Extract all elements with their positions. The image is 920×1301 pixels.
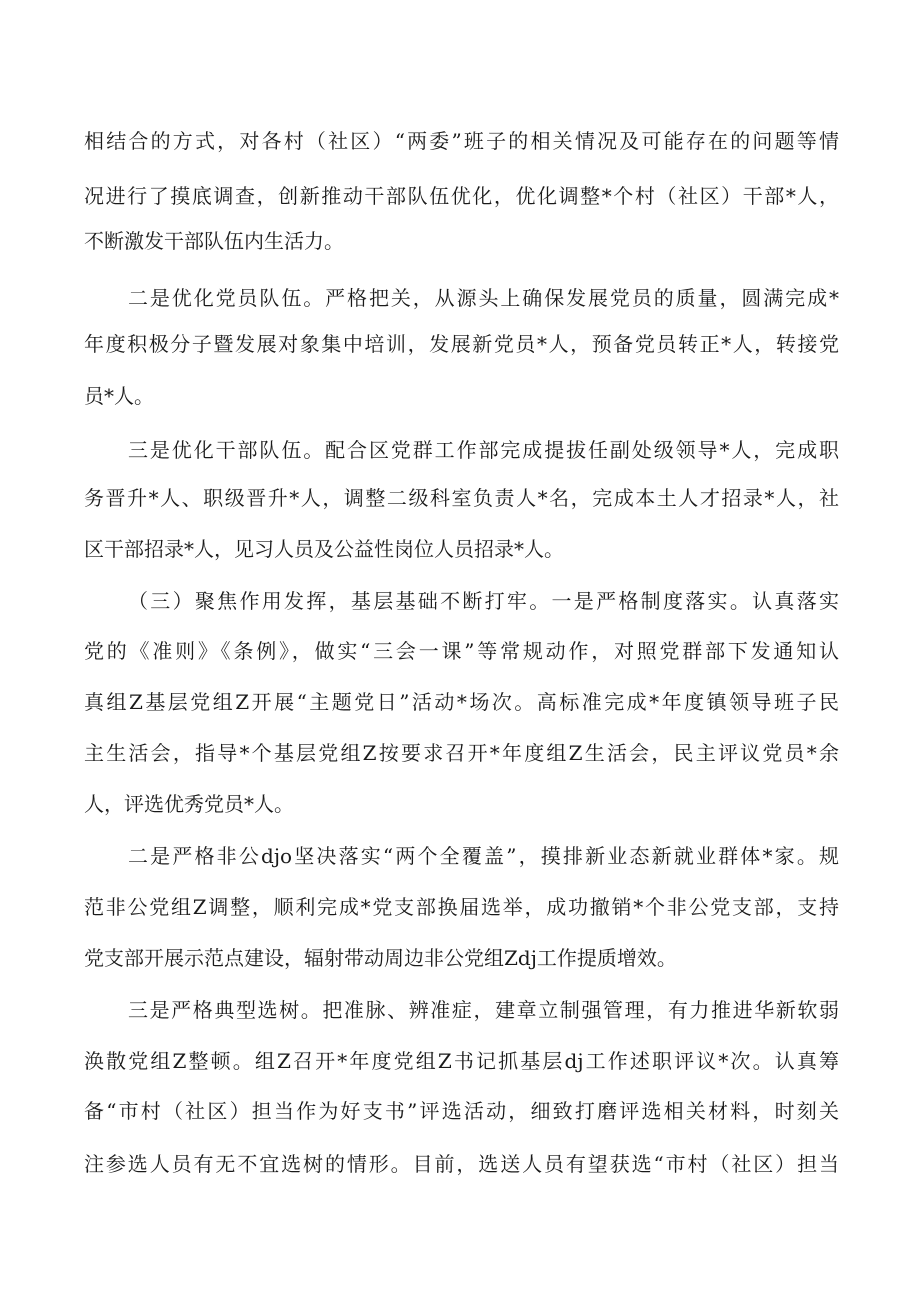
paragraph-4-line-1: （三）聚焦作用发挥，基层基础不断打牢。一是严格制度落实。认真落实 bbox=[128, 589, 839, 613]
paragraph-3-line-3: 区干部招录*人，见习人员及公益性岗位人员招录*人。 bbox=[84, 537, 564, 561]
paragraph-5-line-3: 党支部开展示范点建设，辐射带动周边非公党组Zdj工作提质增效。 bbox=[84, 946, 677, 970]
paragraph-5-line-2: 范非公党组Z调整，顺利完成*党支部换届选举，成功撤销*个非公党支部，支持 bbox=[84, 895, 839, 919]
paragraph-5-line-1: 二是严格非公djo坚决落实“两个全覆盖”，摸排新业态新就业群体*家。规 bbox=[128, 844, 839, 868]
paragraph-2-line-3: 员*人。 bbox=[84, 384, 154, 408]
paragraph-1-line-2: 况进行了摸底调查，创新推动干部队伍优化，优化调整*个村（社区）干部*人， bbox=[84, 184, 839, 208]
paragraph-6-line-4: 注参选人员有无不宜选树的情形。目前，选送人员有望获选“市村（社区）担当 bbox=[84, 1152, 839, 1176]
paragraph-3-line-2: 务晋升*人、职级晋升*人，调整二级科室负责人*名，完成本土人才招录*人，社 bbox=[84, 486, 839, 510]
paragraph-6-line-2: 涣散党组Z整顿。组Z召开*年度党组Z书记抓基层dj工作述职评议*次。认真筹 bbox=[84, 1049, 839, 1073]
paragraph-2-line-2: 年度积极分子暨发展对象集中培训，发展新党员*人，预备党员转正*人，转接党 bbox=[84, 332, 839, 356]
paragraph-1-line-1: 相结合的方式，对各村（社区）“两委”班子的相关情况及可能存在的问题等情 bbox=[84, 129, 839, 153]
paragraph-1-line-3: 不断激发干部队伍内生活力。 bbox=[84, 229, 344, 253]
paragraph-6-line-3: 备“市村（社区）担当作为好支书”评选活动，细致打磨评选相关材料，时刻关 bbox=[84, 1099, 839, 1123]
paragraph-2-line-1: 二是优化党员队伍。严格把关，从源头上确保发展党员的质量，圆满完成* bbox=[128, 286, 839, 310]
paragraph-4-line-2: 党的《准则》《条例》，做实“三会一课”等常规动作，对照党群部下发通知认 bbox=[84, 639, 839, 663]
paragraph-3-line-1: 三是优化干部队伍。配合区党群工作部完成提拔任副处级领导*人，完成职 bbox=[128, 438, 839, 462]
paragraph-6-line-1: 三是严格典型选树。把准脉、辨准症，建章立制强管理，有力推进华新软弱 bbox=[128, 998, 839, 1022]
paragraph-4-line-4: 主生活会，指导*个基层党组Z按要求召开*年度组Z生活会，民主评议党员*余 bbox=[84, 741, 839, 765]
paragraph-4-line-5: 人，评选优秀党员*人。 bbox=[84, 792, 294, 816]
paragraph-4-line-3: 真组Z基层党组Z开展“主题党日”活动*场次。高标准完成*年度镇领导班子民 bbox=[84, 690, 839, 714]
